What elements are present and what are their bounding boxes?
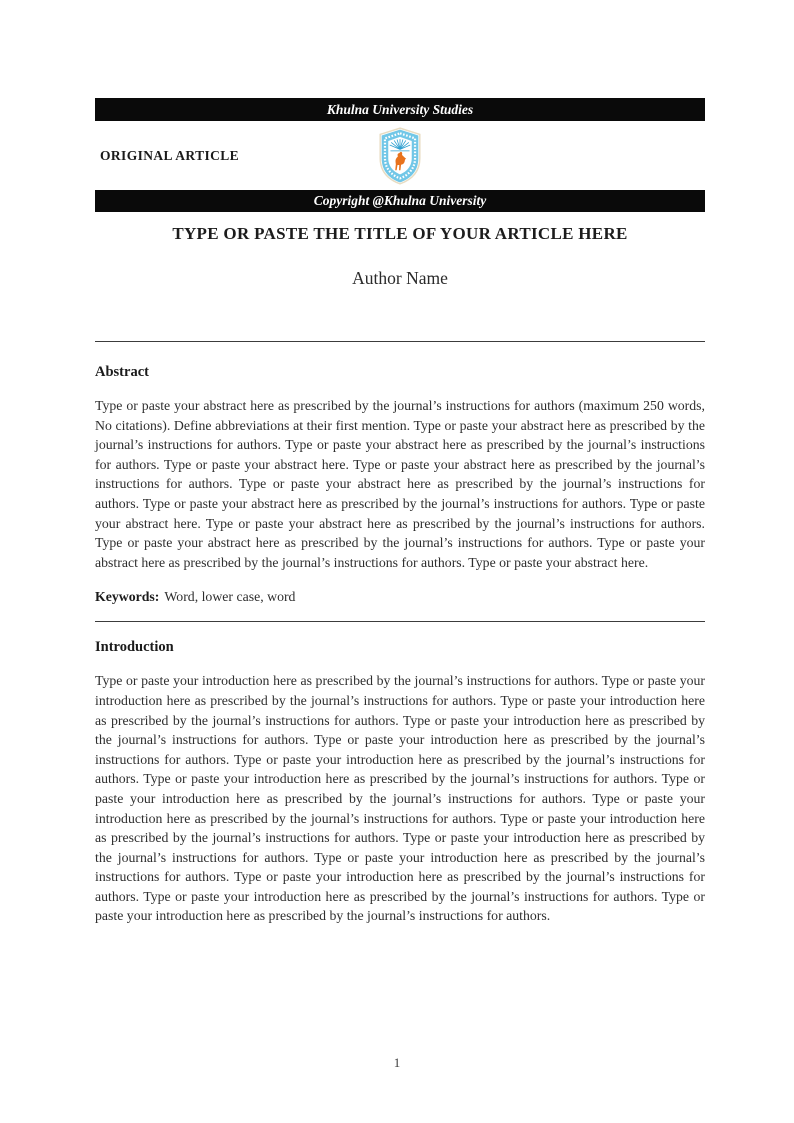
divider-above-abstract: [95, 341, 705, 342]
copyright-text: Copyright @Khulna University: [313, 193, 487, 208]
khulna-university-logo-icon: [378, 127, 422, 185]
divider-above-introduction: [95, 621, 705, 622]
page-number: 1: [393, 1055, 401, 1070]
author-name: Author Name: [352, 268, 448, 288]
keywords-label: Keywords:: [95, 589, 160, 605]
abstract-body: Type or paste your abstract here as prescribed by the journal’s instructions for authors (maximum 250 words, No citations). Define abbreviations at their first mention. Type or paste your abstract here as prescribed by the journal’s instructions for authors. Type or paste your abstract here as prescribed by the journal’s instructions for authors. Type or paste your abstract here. Type or paste your abstract here as prescribed by the journal’s instructions for authors. Type or paste your abstract here as prescribed by the journal’s instructions for authors. Type or paste your abstract here as prescribed by the journal’s instructions for authors. Type or paste your abstract here. Type or paste your abstract here as prescribed by the journal’s instructions for authors. Type or paste your abstract here as prescribed by the journal’s instructions for authors. Type or paste your abstract here as prescribed by the journal’s instructions for authors. Type or paste your abstract here.: [95, 398, 705, 570]
introduction-body: Type or paste your introduction here as prescribed by the journal’s instructions for authors. Type or paste your introduction here as prescribed by the journal’s instructions for authors. Type or paste your introduction here as prescribed by the journal’s instructions for authors. Type or paste your introduction here as prescribed by the journal’s instructions for authors. Type or paste your introduction here as prescribed by the journal’s instructions for authors. Type or paste your introduction here as prescribed by the journal’s instructions for authors. Type or paste your introduction here as prescribed by the journal’s instructions for authors. Type or paste your introduction here as prescribed by the journal’s instructions for authors. Type or paste your introduction here as prescribed by the journal’s instructions for authors. Type or paste your introduction here as prescribed by the journal’s instructions for authors. Type or paste your introduction here as prescribed by the journal’s instructions for authors. Type or paste your introduction here as prescribed by the journal’s instructions for authors. Type or paste your introduction here as prescribed by the journal’s instructions for authors. Type or paste your introduction here as prescribed by the journal’s instructions for authors. Type or paste your introduction here as prescribed by the journal’s instructions for authors.: [95, 673, 705, 924]
article-type-label: ORIGINAL ARTICLE: [100, 147, 240, 163]
journal-title-banner: [95, 98, 705, 121]
header-row: [95, 121, 705, 190]
journal-title: Khulna University Studies: [326, 102, 474, 117]
page-content: [95, 98, 705, 926]
abstract-heading: Abstract: [95, 364, 149, 380]
introduction-heading: Introduction: [95, 639, 174, 656]
keywords-text: Word, lower case, word: [164, 589, 296, 605]
keywords-line: [95, 589, 705, 605]
copyright-banner: [95, 190, 705, 212]
article-title: TYPE OR PASTE THE TITLE OF YOUR ARTICLE HERE: [172, 224, 628, 243]
